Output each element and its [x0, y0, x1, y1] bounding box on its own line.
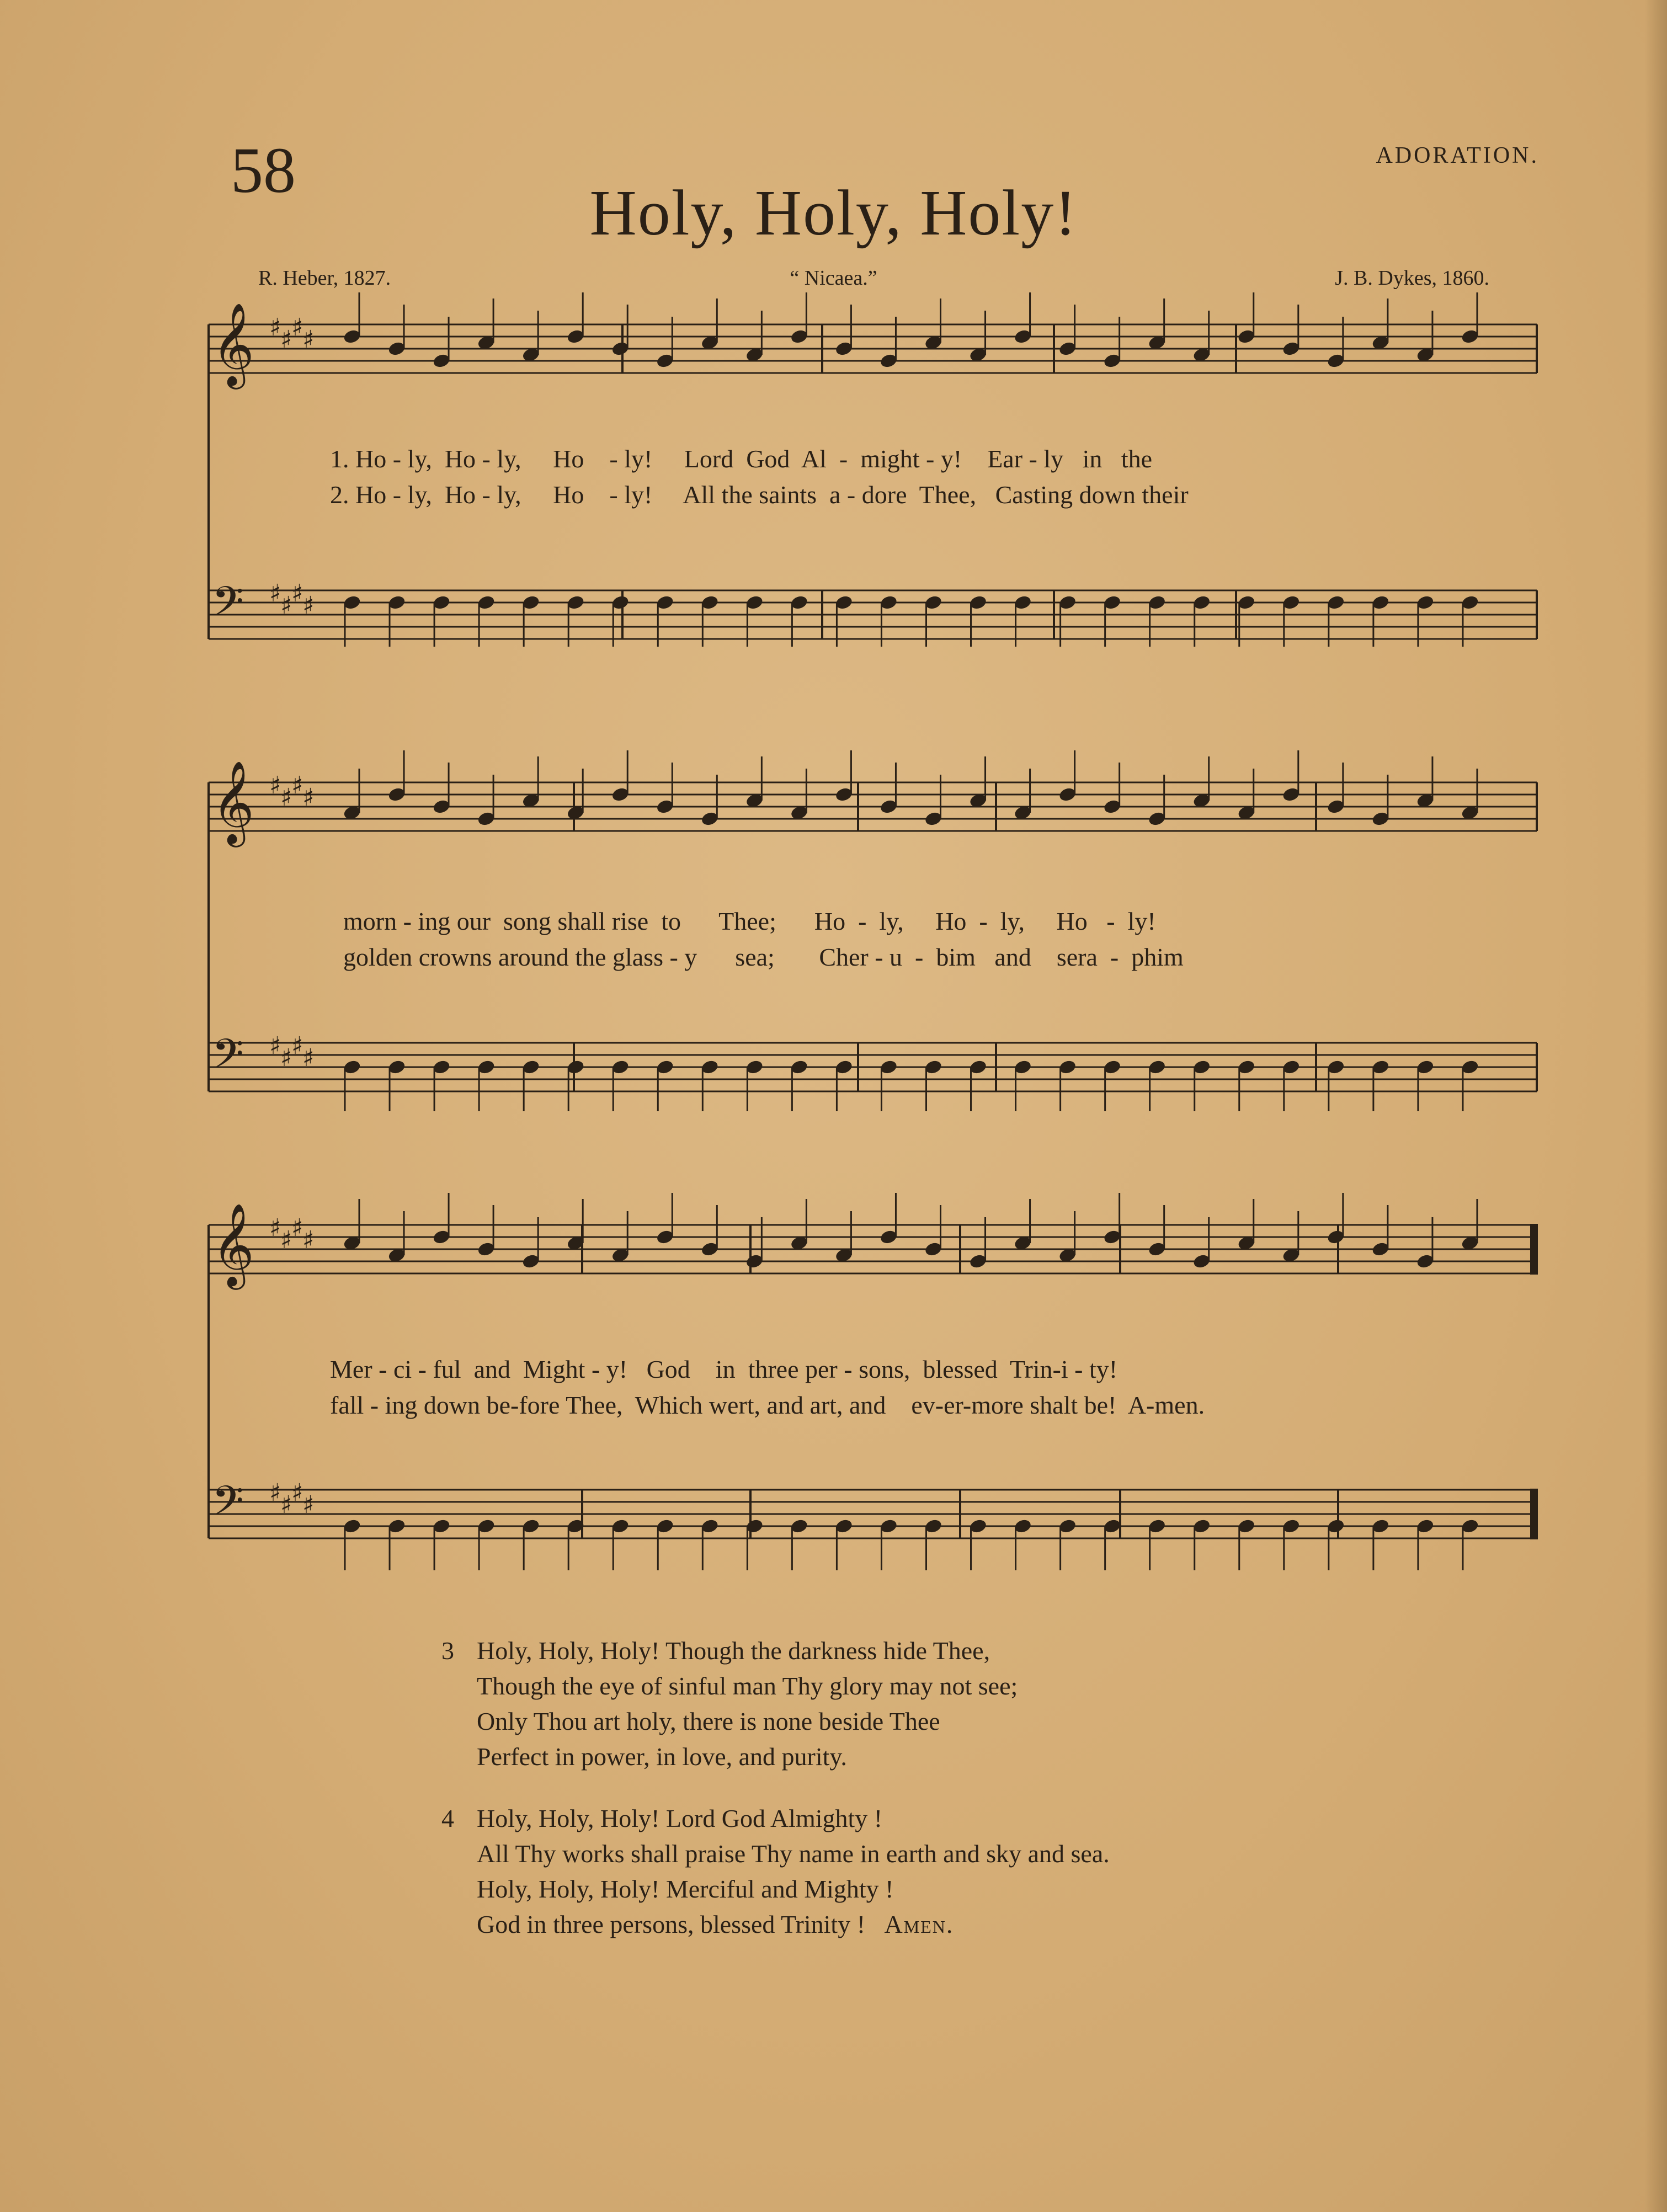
- lyricist-credit: R. Heber, 1827.: [258, 266, 391, 290]
- tune-name: “ Nicaea.”: [790, 266, 877, 290]
- stanza-line: Holy, Holy, Holy! Merciful and Mighty !: [477, 1875, 894, 1903]
- sharp-icon: ♯: [291, 1214, 303, 1242]
- stanza-line: All Thy works shall praise Thy name in earth and sky and sea.: [477, 1840, 1110, 1868]
- bass-clef-icon: 𝄢: [212, 1477, 244, 1535]
- stanza-line: Holy, Holy, Holy! Lord God Almighty !: [477, 1804, 883, 1832]
- section-label: ADORATION.: [1376, 143, 1539, 168]
- amen-text: Amen.: [884, 1910, 954, 1938]
- stanza-number: 3: [441, 1637, 454, 1665]
- sharp-icon: ♯: [302, 591, 315, 620]
- treble-clef-icon: 𝄞: [212, 1202, 254, 1286]
- stanza-4: [441, 1801, 1435, 1942]
- stanza-line: Perfect in power, in love, and purity.: [477, 1742, 847, 1771]
- lyric-system2-verse1: morn - ing our song shall rise to Thee; Ho - ly, Ho - ly, Ho - ly!: [343, 907, 1156, 935]
- stanza-number: 4: [441, 1804, 454, 1832]
- stanza-line: Only Thou art holy, there is none beside Thee: [477, 1707, 940, 1735]
- lyric-system1-verse1: 1. Ho - ly, Ho - ly, Ho - ly! Lord God Al - might - y! Ear - ly in the: [330, 445, 1153, 473]
- sharp-icon: ♯: [302, 326, 315, 354]
- sharp-icon: ♯: [302, 1491, 315, 1519]
- final-bar-line: [1531, 1490, 1537, 1538]
- sharp-icon: ♯: [280, 1044, 292, 1072]
- sharp-icon: ♯: [302, 783, 315, 812]
- sharp-icon: ♯: [291, 579, 303, 607]
- sharp-icon: ♯: [291, 1479, 303, 1507]
- sharp-icon: ♯: [302, 1044, 315, 1072]
- bass-clef-icon: 𝄢: [212, 1030, 244, 1088]
- sharp-icon: ♯: [291, 1032, 303, 1060]
- sharp-icon: ♯: [280, 1491, 292, 1519]
- sharp-icon: ♯: [269, 771, 281, 799]
- sharp-icon: ♯: [280, 783, 292, 812]
- stanza-line: Though the eye of sinful man Thy glory may not see;: [477, 1672, 1018, 1700]
- additional-stanzas: [441, 1633, 1435, 1969]
- sharp-icon: ♯: [269, 579, 281, 607]
- sharp-icon: ♯: [291, 771, 303, 799]
- sharp-icon: ♯: [280, 326, 292, 354]
- stanza-line: Holy, Holy, Holy! Though the darkness hide Thee,: [477, 1637, 990, 1665]
- treble-clef-icon: 𝄞: [212, 302, 254, 386]
- lyric-system3-verse1: Mer - ci - ful and Might - y! God in three per - sons, blessed Trin-i - ty!: [330, 1355, 1118, 1383]
- sharp-icon: ♯: [280, 1226, 292, 1254]
- sharp-icon: ♯: [269, 313, 281, 342]
- sharp-icon: ♯: [280, 591, 292, 620]
- sharp-icon: ♯: [302, 1226, 315, 1254]
- stanza-3: [441, 1633, 1435, 1774]
- sharp-icon: ♯: [269, 1479, 281, 1507]
- clefs: [212, 302, 314, 1535]
- sharp-icon: ♯: [269, 1032, 281, 1060]
- sharp-icon: ♯: [291, 313, 303, 342]
- page-number: 58: [231, 134, 296, 206]
- composer-credit: J. B. Dykes, 1860.: [1335, 266, 1489, 290]
- stanza-line: God in three persons, blessed Trinity !: [477, 1910, 866, 1938]
- bass-clef-icon: 𝄢: [212, 578, 244, 636]
- lyric-system3-verse2: fall - ing down be-fore Thee, Which wert, and art, and ev-er-more shalt be! A-men.: [330, 1391, 1205, 1419]
- lyric-system2-verse2: golden crowns around the glass - y sea; Cher - u - bim and sera - phim: [343, 943, 1184, 971]
- final-bar-line: [1531, 1225, 1537, 1273]
- lyric-system1-verse2: 2. Ho - ly, Ho - ly, Ho - ly! All the saints a - dore Thee, Casting down their: [330, 481, 1189, 509]
- treble-clef-icon: 𝄞: [212, 760, 254, 844]
- hymn-title: Holy, Holy, Holy!: [589, 177, 1078, 249]
- sharp-icon: ♯: [269, 1214, 281, 1242]
